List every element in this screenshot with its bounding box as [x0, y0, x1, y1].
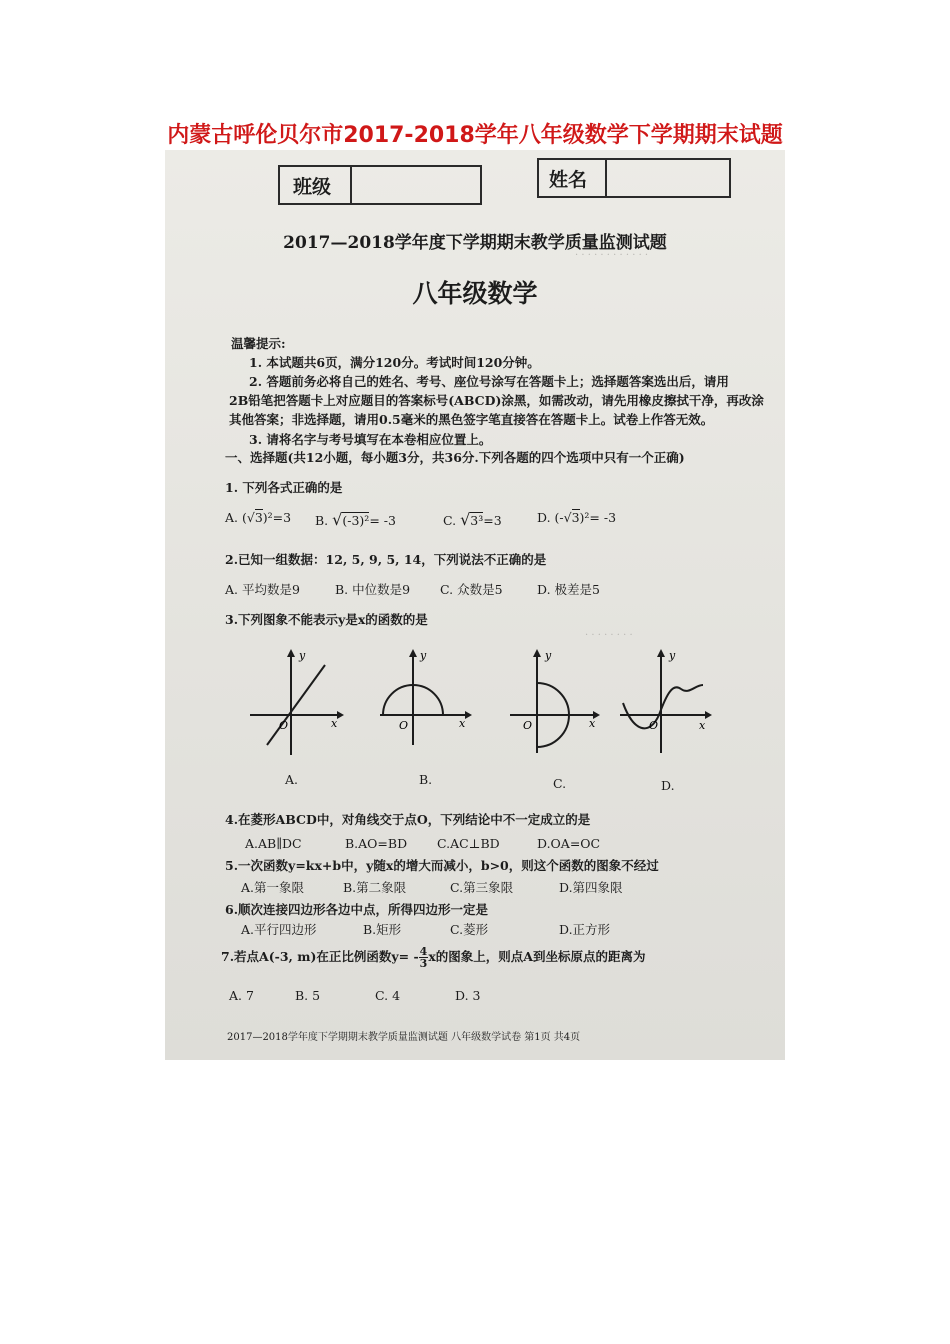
q3-graph-b — [375, 645, 475, 760]
q3-c-y-label: y — [545, 649, 552, 662]
q3-a-x-label: x — [331, 717, 338, 730]
q2-option-c: C. 众数是5 — [440, 582, 503, 597]
q4-option-c: C.AC⊥BD — [437, 836, 500, 851]
q5-option-c: C.第三象限 — [450, 880, 514, 895]
q3-c-origin: O — [523, 719, 533, 732]
q3-c-x-label: x — [589, 717, 596, 730]
exam-title: 2017—2018学年度下学期期末教学质量监测试题 — [283, 233, 667, 253]
q4-option-a: A.AB∥DC — [245, 836, 302, 851]
question-stem: 1. 下列各式正确的是 — [225, 480, 343, 495]
document-title: 内蒙古呼伦贝尔市2017-2018学年八年级数学下学期期末试题 — [167, 123, 783, 148]
q7-option-d: D. 3 — [455, 988, 481, 1003]
tips-heading: 温馨提示: — [231, 336, 286, 351]
q1-option-a: A. (√3)²=3 — [225, 510, 292, 525]
q3-label-b: B. — [419, 772, 433, 787]
q7-option-a: A. 7 — [229, 988, 254, 1003]
q2-option-d: D. 极差是5 — [537, 582, 600, 597]
q3-d-y-label: y — [669, 649, 676, 662]
q2-option-b: B. 中位数是9 — [335, 582, 411, 597]
q6-option-a: A.平行四边形 — [241, 922, 317, 937]
q3-label-c: C. — [553, 776, 567, 791]
q4-option-d: D.OA=OC — [537, 836, 601, 851]
q6-option-b: B.矩形 — [363, 922, 402, 937]
scanned-exam-page — [165, 150, 785, 1060]
q6-option-c: C.菱形 — [450, 922, 489, 937]
question-stem: 4.在菱形ABCD中，对角线交于点O，下列结论中不一定成立的是 — [225, 812, 591, 827]
q1-option-c: C. √3³=3 — [443, 510, 502, 529]
q1-option-b: B. √(-3)²= -3 — [315, 510, 396, 529]
q1-option-d: D. (-√3)²= -3 — [537, 510, 617, 525]
tip-line: 2B铅笔把答题卡上对应题目的答案标号(ABCD)涂黑，如需改动，请先用橡皮擦拭干净，再改涂 — [229, 393, 764, 408]
q3-graph-d — [615, 645, 715, 760]
q3-graph-c — [505, 645, 605, 760]
question-stem: 6.顺次连接四边形各边中点，所得四边形一定是 — [225, 902, 489, 917]
tip-line: 2. 答题前务必将自己的姓名、考号、座位号涂写在答题卡上；选择题答案选出后，请用 — [249, 374, 729, 389]
q3-b-y-label: y — [420, 649, 427, 662]
q3-b-x-label: x — [459, 717, 466, 730]
question-stem: 5.一次函数y=kx+b中，y随x的增大而减小，b>0，则这个函数的图象不经过 — [225, 858, 659, 873]
question-stem: 3.下列图象不能表示y是x的函数的是 — [225, 612, 428, 627]
section-heading: 一、选择题(共12小题，每小题3分，共36分.下列各题的四个选项中只有一个正确) — [225, 450, 685, 465]
tip-line: 1. 本试题共6页，满分120分。考试时间120分钟。 — [249, 355, 540, 370]
question-stem: 2.已知一组数据：12, 5, 9, 5, 14，下列说法不正确的是 — [225, 552, 547, 567]
q3-d-x-label: x — [699, 719, 706, 732]
q7-option-c: C. 4 — [375, 988, 401, 1003]
q3-label-a: A. — [285, 772, 299, 787]
fraction: $\frac{4}{3}$ — [419, 945, 428, 970]
page-footer: 2017—2018学年度下学期期末教学质量监测试题 八年级数学试卷 第1页 共4页 — [227, 1032, 581, 1043]
q3-a-y-label: y — [299, 649, 306, 662]
q3-a-origin: O — [279, 719, 289, 732]
tip-line: 3. 请将名字与考号填写在本卷相应位置上。 — [249, 432, 492, 447]
q4-option-b: B.AO=BD — [345, 836, 408, 851]
bleed-through-text: · · · · · · · · · · · · — [575, 250, 649, 261]
q5-option-b: B.第二象限 — [343, 880, 407, 895]
q3-d-origin: O — [649, 719, 659, 732]
q2-option-a: A. 平均数是9 — [225, 582, 300, 597]
q6-option-d: D.正方形 — [559, 922, 611, 937]
q3-b-origin: O — [399, 719, 409, 732]
class-label: 班级 — [293, 176, 332, 198]
subject-heading: 八年级数学 — [412, 279, 538, 308]
q3-graph-a — [245, 645, 345, 760]
q3-label-d: D. — [661, 778, 675, 793]
q5-option-d: D.第四象限 — [559, 880, 623, 895]
q5-option-a: A.第一象限 — [241, 880, 305, 895]
q7-option-b: B. 5 — [295, 988, 321, 1003]
question-stem: 7.若点A(-3, m)在正比例函数y= - $\frac{4}{3}$ x的图象上，则点A到坐标原点的距离为 — [221, 945, 646, 970]
bleed-through-text: · · · · · · · · — [585, 630, 633, 641]
name-label: 姓名 — [549, 169, 588, 191]
tip-line: 其他答案；非选择题，请用0.5毫米的黑色签字笔直接答在答题卡上。试卷上作答无效。 — [229, 412, 714, 427]
